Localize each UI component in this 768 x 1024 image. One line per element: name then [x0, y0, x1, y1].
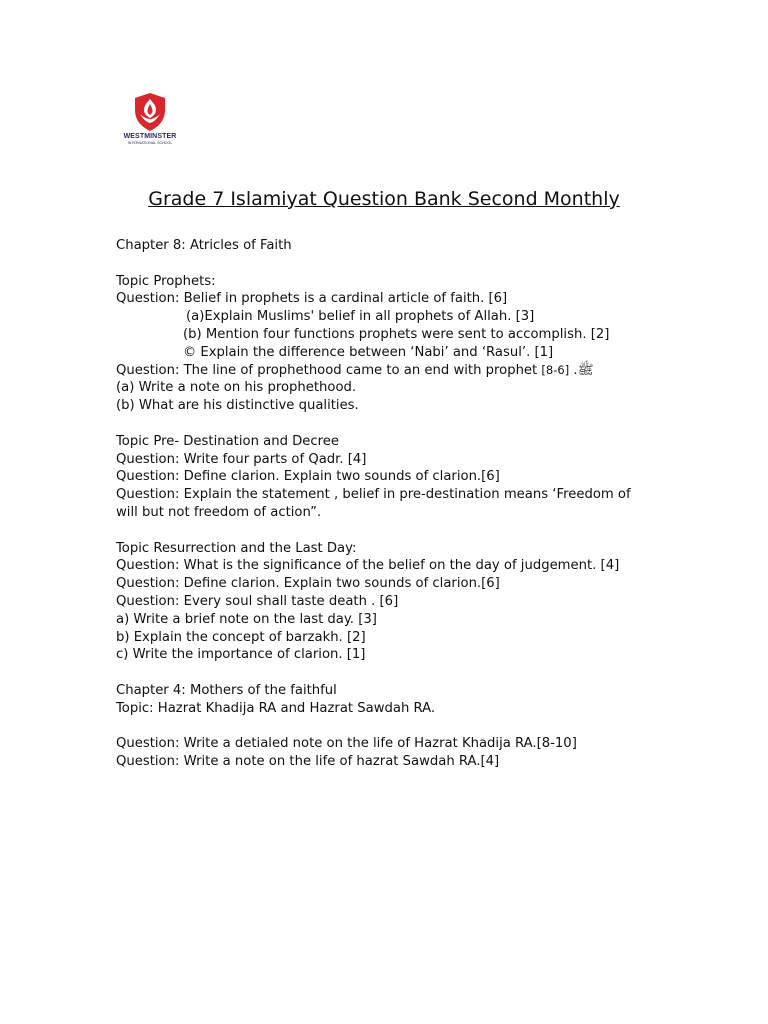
topic-heading: Topic: Hazrat Khadija RA and Hazrat Sawdah RA. [116, 700, 436, 716]
topic-heading: Topic Prophets: [116, 273, 216, 289]
sub-question: b) Explain the concept of barzakh. [2] [116, 629, 366, 645]
question [116, 362, 656, 380]
school-logo [117, 92, 183, 154]
sub-question: (a)Explain Muslims' belief in all prophets of Allah. [3] [186, 309, 535, 325]
question: Question: Write four parts of Qadr. [4] [116, 451, 367, 467]
sub-question: c) Write the importance of clarion. [1] [116, 647, 366, 663]
question: Question: Define clarion. Explain two sounds of clarion.[6] [116, 576, 500, 592]
sub-question: © Explain the difference between ‘Nabi’ and ‘Rasul’. [1] [183, 344, 554, 360]
question: Question: Every soul shall taste death . [6] [116, 593, 399, 609]
logo-school-subtitle: INTERNATIONAL SCHOOL [127, 141, 173, 145]
topic-heading: Topic Resurrection and the Last Day: [116, 540, 357, 556]
sub-question: (b) Mention four functions prophets were sent to accomplish. [2] [183, 326, 610, 342]
page-title: Grade 7 Islamiyat Question Bank Second Monthly [148, 188, 620, 210]
question: Question: Write a detialed note on the life of Hazrat Khadija RA.[8-10] [116, 736, 577, 752]
question: Question: Define clarion. Explain two sounds of clarion.[6] [116, 469, 500, 485]
question: Question: What is the significance of the belief on the day of judgement. [4] [116, 558, 620, 574]
question: Question: Belief in prophets is a cardinal article of faith. [6] [116, 291, 508, 307]
chapter-heading: Chapter 4: Mothers of the faithful [116, 682, 337, 698]
shield-crest-icon [132, 92, 168, 132]
question: Question: Write a note on the life of hazrat Sawdah RA.[4] [116, 754, 500, 770]
sub-question: (b) What are his distinctive qualities. [116, 398, 359, 414]
question-bank-body [116, 237, 656, 771]
question: Question: Explain the statement , belief in pre-destination means ‘Freedom of will but not freedom of action”. [116, 487, 631, 520]
question-text: Question: The line of prophethood came to an end with prophet [116, 362, 538, 378]
logo-school-name: WESTMINSTER [123, 133, 177, 140]
topic-heading: Topic Pre- Destination and Decree [116, 433, 340, 449]
sub-question: a) Write a brief note on the last day. [3] [116, 611, 377, 627]
sub-question: (a) Write a note on his prophethood. [116, 380, 357, 396]
question-marks: [8-6] [541, 362, 570, 377]
chapter-heading: Chapter 8: Atricles of Faith [116, 238, 292, 253]
question-end: .ﷺ [573, 362, 594, 378]
